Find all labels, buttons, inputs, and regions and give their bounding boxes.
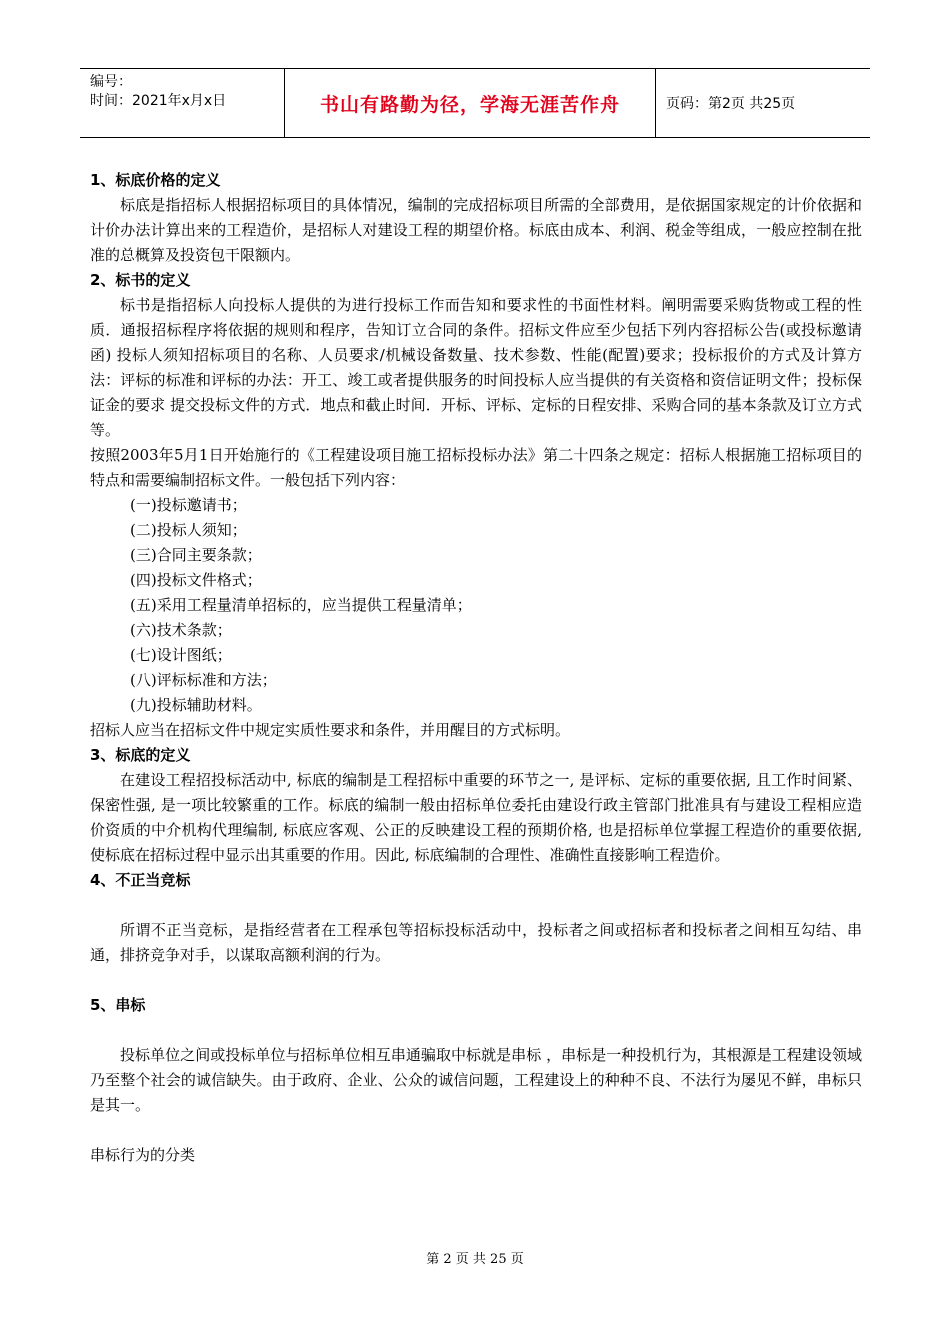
section-3-paragraph: 在建设工程招投标活动中, 标底的编制是工程招标中重要的环节之一, 是评标、定标的重要依据, 且工作时间紧、保密性强, 是一项比较繁重的工作。标底的编制一般由招标单位委托由建设行政主管部门批准具有与建设工程相应造价资质的中介机构代理编制, 标底应客观、公正的反映建设工程的预期价格, 也是招标单位掌握工程造价的重要依据, 使标底在招标过程中显示出其重要的作用。因此, 标底编制的合理性、准确性直接影响工程造价。 [90, 771, 862, 864]
spacer [90, 893, 862, 918]
document-number-label: 编号： [90, 74, 132, 90]
page-footer: 第 2 页 共 25 页 [426, 1252, 524, 1267]
section-2-paragraph-1: 标书是指招标人向投标人提供的为进行投标工作而告知和要求性的书面性材料。阐明需要采购货物或工程的性质．通报招标程序将依据的规则和程序，告知订立合同的条件。招标文件应至少包括下列内容招标公告(或投标邀请函) 投标人须知招标项目的名称、人员要求/机械设备数量、技术参数、性能(配置)要求；投标报价的方式及计算方法：评标的标准和评标的办法：开工、竣工或者提供服务的时间投标人应当提供的有关资格和资信证明文件；投标保证金的要求 提交投标文件的方式．地点和截止时间．开标、评标、定标的日程安排、采购合同的基本条款及订立方式等。 [90, 296, 862, 439]
list-item: (六)技术条款； [130, 621, 232, 639]
list-item: (八)评标标准和方法； [130, 671, 277, 689]
page-header [80, 68, 870, 138]
list-item: (二)投标人须知； [130, 521, 247, 539]
header-meta [80, 69, 285, 137]
spacer [90, 968, 862, 993]
section-4-paragraph: 所谓不正当竞标，是指经营者在工程承包等招标投标活动中，投标者之间或招标者和投标者之间相互勾结、串通，排挤竞争对手，以谋取高额利润的行为。 [90, 921, 862, 964]
section-2-title: 2、标书的定义 [90, 271, 191, 289]
section-2-paragraph-2: 按照2003年5月1日开始施行的《工程建设项目施工招标投标办法》第二十四条之规定：招标人根据施工招标项目的特点和需要编制招标文件。一般包括下列内容： [90, 446, 862, 489]
spacer [90, 1018, 862, 1043]
document-date-label: 时间：2021年x月x日 [90, 93, 227, 109]
spacer [90, 1118, 862, 1143]
section-5-paragraph-1: 投标单位之间或投标单位与招标单位相互串通骗取中标就是串标 ，串标是一种投机行为，其根源是工程建设领域乃至整个社会的诚信缺失。由于政府、企业、公众的诚信问题，工程建设上的种种不良、不法行为屡见不鲜，串标只是其一。 [90, 1046, 862, 1114]
section-5-paragraph-2: 串标行为的分类 [90, 1146, 196, 1164]
list-item: (一)投标邀请书； [130, 496, 247, 514]
header-page-label: 页码：第2页 共25页 [666, 96, 796, 112]
list-item: (三)合同主要条款； [130, 546, 262, 564]
section-1-paragraph: 标底是指招标人根据招标项目的具体情况，编制的完成招标项目所需的全部费用，是依据国家规定的计价依据和计价办法计算出来的工程造价，是招标人对建设工程的期望价格。标底由成本、利润、税金等组成，一般应控制在批准的总概算及投资包干限额内。 [90, 196, 862, 264]
section-2-list [90, 493, 862, 718]
header-motto: 书山有路勤为径，学海无涯苦作舟 [285, 69, 656, 137]
section-5-title: 5、串标 [90, 996, 146, 1014]
list-item: (九)投标辅助材料。 [130, 696, 262, 714]
list-item: (七)设计图纸； [130, 646, 232, 664]
section-1-title: 1、标底价格的定义 [90, 171, 221, 189]
section-4-title: 4、不正当竞标 [90, 871, 191, 889]
document-body [90, 168, 862, 1168]
section-3-title: 3、标底的定义 [90, 746, 191, 764]
list-item: (四)投标文件格式； [130, 571, 262, 589]
list-item: (五)采用工程量清单招标的，应当提供工程量清单； [130, 596, 472, 614]
section-2-paragraph-3: 招标人应当在招标文件中规定实质性要求和条件，并用醒目的方式标明。 [90, 721, 571, 739]
